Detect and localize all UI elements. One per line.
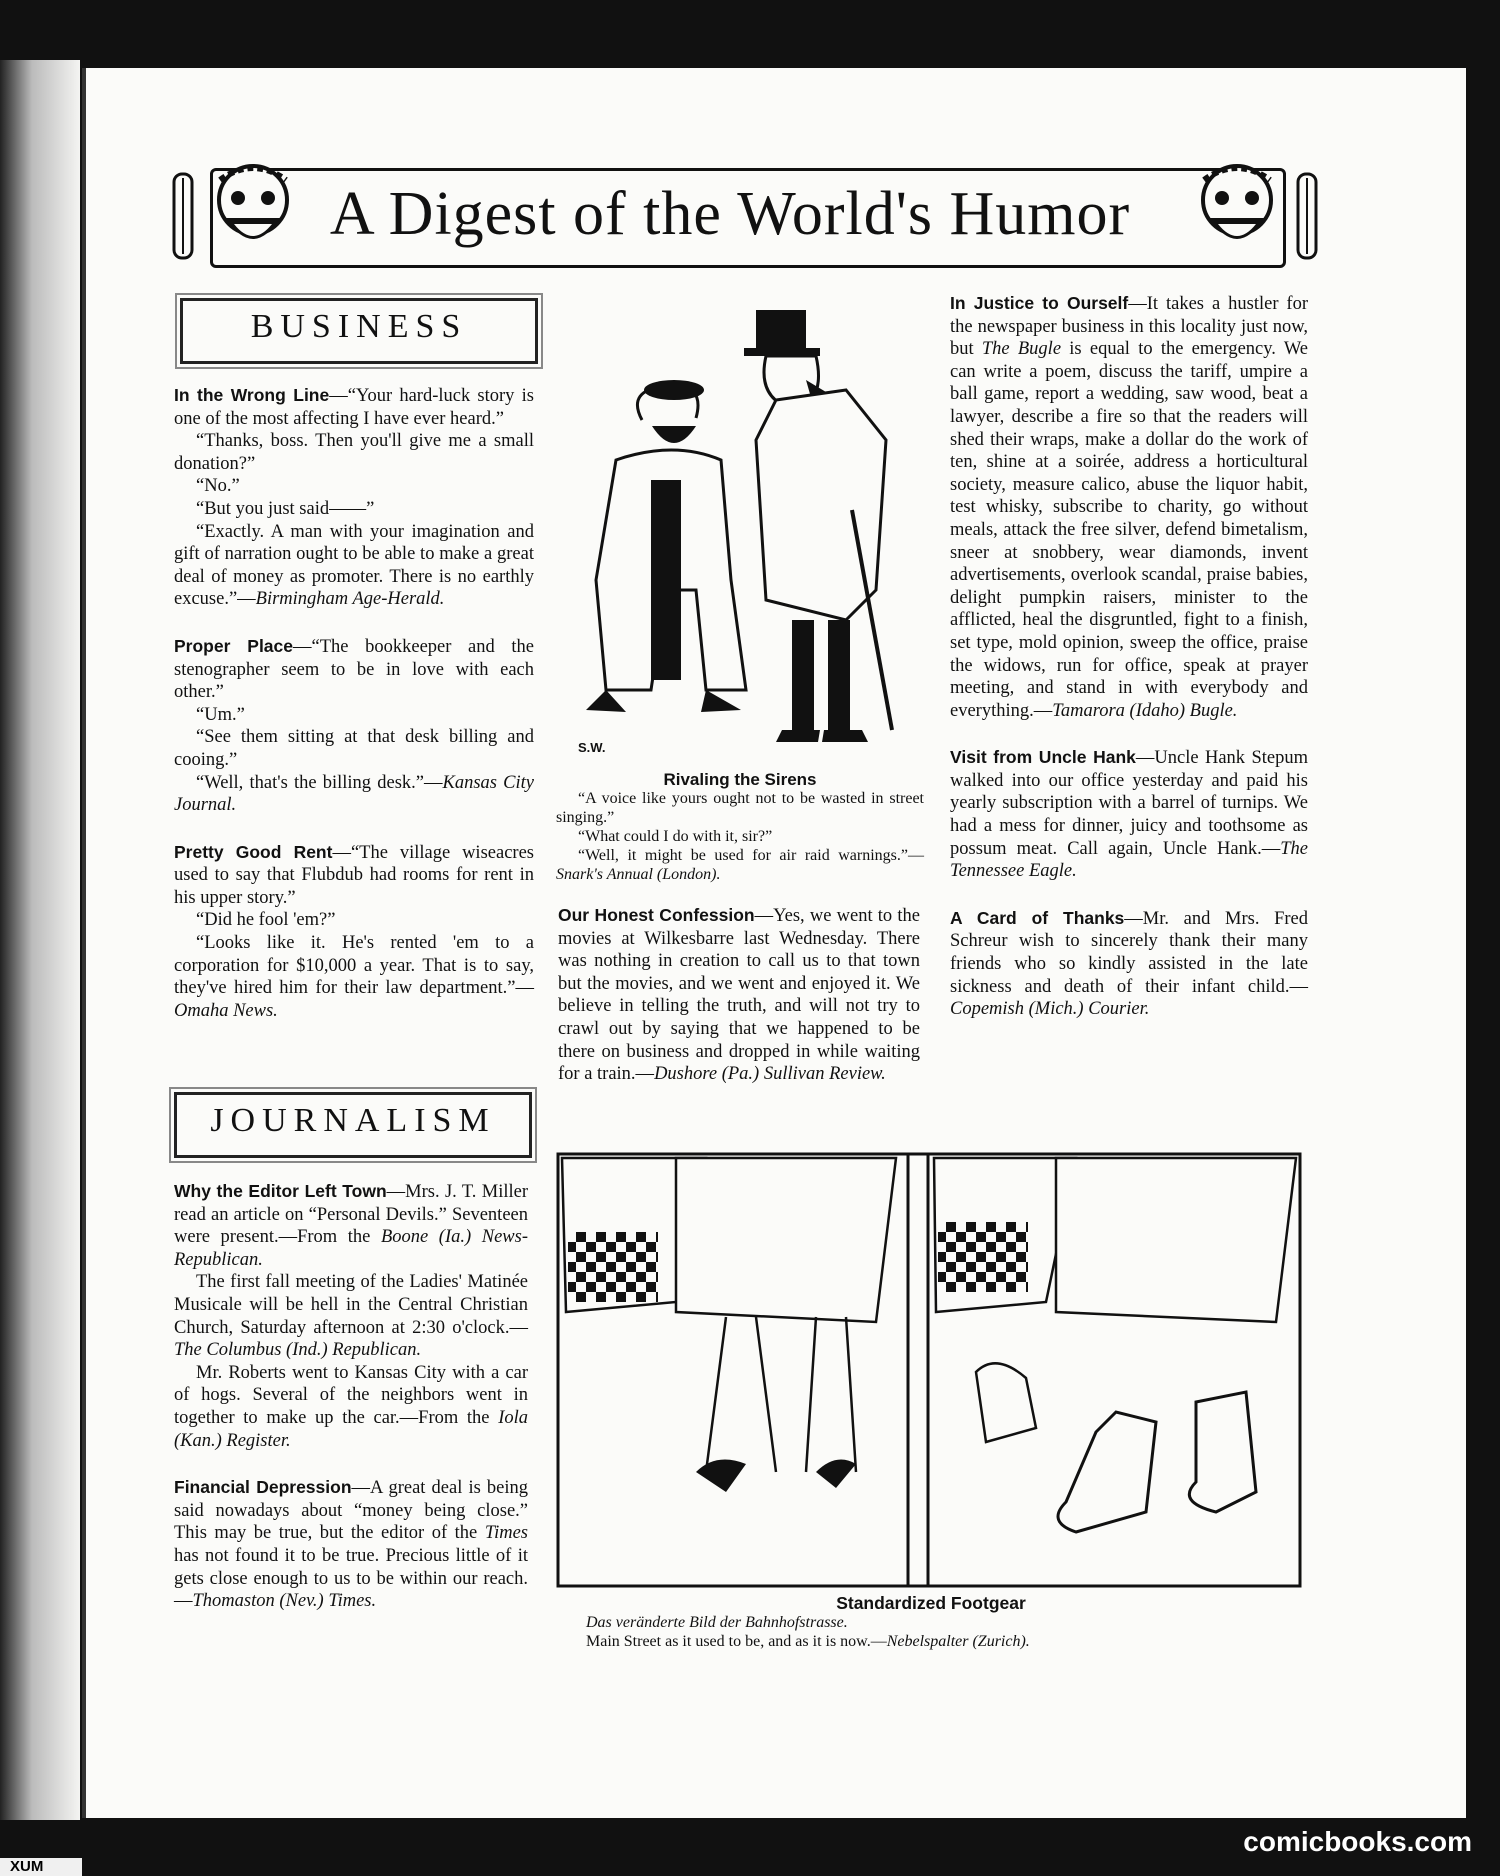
sirens-caption: [556, 770, 924, 884]
article-heading: Pretty Good Rent: [174, 841, 333, 862]
article-wrong-line: In the Wrong Line—“Your hard-luck story is one of the most affecting I have ever heard.”: [174, 385, 534, 429]
source-credit: Dushore (Pa.) Sullivan Review.: [654, 1064, 886, 1085]
rivaling-sirens-illustration: [556, 290, 936, 760]
caption-title: Standardized Footgear: [836, 1593, 1026, 1613]
article-heading: Visit from Uncle Hank: [950, 747, 1136, 768]
article-honest-confession: Our Honest Confession—Yes, we went to the movies at Wilkesbarre last Wednesday. There was nothing in creation to call us to that town but the movies, and we went and enjoyed it. We believe in telling the truth, and will not try to crawl out by saying that we happened to be there on business and dropped in while waiting for a train.—Dushore (Pa.) Sullivan Review.: [558, 905, 920, 1085]
article-heading: In Justice to Ourself: [950, 293, 1129, 313]
article-in-justice: In Justice to Ourself—It takes a hustler for the newspaper business in this locality just now, but The Bugle is equal to the emergency. We can write a poem, discuss the tariff, umpire a ball game, report a wedding, saw wood, beat a lawyer, describe a fire so that the readers will shed their wraps, make a dollar do the work of ten, shine at a soirée, address a horticultural society, measure calico, abuse the liquor habit, test whisky, subscribe to charity, go without meals, attack the free silver, defend bimetalism, sneer at snobbery, wear diamonds, invent advertisements, overlook scandal, praise babies, delight pumpkin raisers, minister to the afflicted, heal the disgruntled, fight to a finish, set type, mold opinion, sweep the office, praise the widows, run for office, speak at prayer meeting, and stand in with everybody and everything.—Tamarora (Idaho) Bugle.: [950, 293, 1309, 721]
source-credit: Iola (Kan.) Register.: [174, 1407, 529, 1451]
source-credit: The Tennessee Eagle.: [950, 838, 1308, 882]
caption-english: Main Street as it used to be, and as it is now.—Nebelspalter (Zurich).: [586, 1633, 1030, 1650]
scroll-end-right-icon: [1294, 172, 1320, 260]
article-financial-depression: Financial Depression—A great deal is being said nowadays about “money being close.” This may be true, but the editor of the Times has not found it to be true. Precious little of it gets close enough to us to be within our reach.—Thomaston (Nev.) Times.: [174, 1477, 529, 1612]
paragraph: “Thanks, boss. Then you'll give me a small donation?”: [174, 431, 534, 474]
caption-german: Das veränderte Bild der Bahnhofstrasse.: [586, 1614, 848, 1631]
paragraph: Mr. Roberts went to Kansas City with a car of hogs. Several of the neighbors went in together to make up the car.—From the Iola (Kan.) Register.: [174, 1362, 529, 1451]
comedy-mask-icon: [1182, 160, 1292, 270]
paragraph: “See them sitting at that desk billing and cooing.”: [174, 727, 534, 770]
scroll-end-left-icon: [170, 172, 196, 260]
article-heading: A Card of Thanks: [950, 907, 1125, 928]
caption-line: “A voice like yours ought not to be wasted in street singing.”: [556, 790, 924, 826]
source-credit: Birmingham Age-Herald.: [255, 589, 445, 610]
article-pretty-good-rent: Pretty Good Rent—“The village wiseacres used to say that Flubdub had rooms for rent in his upper story.”: [174, 841, 534, 908]
source-credit: The Columbus (Ind.) Republican.: [174, 1340, 422, 1361]
source-credit: Tamarora (Idaho) Bugle.: [1052, 700, 1238, 721]
article-heading: Proper Place: [174, 635, 294, 656]
section-heading-business: BUSINESS: [180, 298, 538, 364]
source-credit: Kansas City Journal.: [174, 772, 534, 816]
source-credit: Copemish (Mich.) Courier.: [950, 999, 1150, 1020]
paragraph: “Did he fool 'em?”: [196, 910, 336, 931]
footgear-caption: [586, 1594, 1276, 1651]
article-uncle-hank: Visit from Uncle Hank—Uncle Hank Stepum walked into our office yesterday and paid his yearly subscription with a barrel of turnips. We had a mess for dinner, juicy and toothsome as possum meat. Call again, Uncle Hank.—The Tennessee Eagle.: [950, 747, 1308, 882]
source-credit: Nebelspalter (Zurich).: [886, 1633, 1030, 1650]
paragraph: “Well, that's the billing desk.”—Kansas City Journal.: [174, 772, 534, 816]
paragraph: “No.”: [196, 476, 240, 497]
journalism-column: [174, 1180, 528, 1613]
page-tag: XUM: [0, 1858, 82, 1876]
article-heading: In the Wrong Line: [174, 385, 330, 405]
article-heading: Why the Editor Left Town: [174, 1181, 387, 1201]
section-heading-journalism: JOURNALISM: [174, 1092, 532, 1158]
right-column: [950, 292, 1308, 1021]
business-column: [174, 384, 534, 1022]
source-credit: Snark's Annual (London).: [556, 866, 721, 883]
article-proper-place: Proper Place—“The bookkeeper and the stenographer seem to be in love with each other.”: [174, 635, 534, 703]
site-watermark: comicbooks.com: [1243, 1826, 1472, 1857]
middle-column: [558, 904, 920, 1086]
artist-signature: S.W.: [578, 740, 606, 755]
article-heading: Our Honest Confession: [558, 905, 755, 925]
article-card-of-thanks: A Card of Thanks—Mr. and Mrs. Fred Schreur wish to sincerely thank their many friends who so kindly assisted in the late sickness and death of their infant child.—Copemish (Mich.) Courier.: [950, 907, 1308, 1020]
caption-title: Rivaling the Sirens: [663, 770, 817, 789]
caption-line: “Well, it might be used for air raid warnings.”—Snark's Annual (London).: [556, 847, 924, 883]
source-credit: Boone (Ia.) News-Republican.: [174, 1227, 528, 1270]
paragraph: “But you just said——”: [196, 498, 375, 519]
header-banner: [170, 160, 1320, 268]
paragraph: “Looks like it. He's rented 'em to a corporation for $10,000 a year. That is to say, they've hired him for their law department.”—Omaha News.: [174, 933, 534, 1021]
comedy-mask-icon: [198, 160, 308, 270]
paragraph: “Um.”: [196, 704, 245, 725]
standardized-footgear-illustration: [556, 1152, 1302, 1588]
caption-line: “What could I do with it, sir?”: [578, 828, 773, 845]
article-why-editor-left: Why the Editor Left Town—Mrs. J. T. Miller read an article on “Personal Devils.” Seventeen were present.—From the Boone (Ia.) News-Republican.: [174, 1181, 528, 1270]
paragraph: The first fall meeting of the Ladies' Matinée Musicale will be hell in the Central Christian Church, Saturday afternoon at 2:30 o'clock.—The Columbus (Ind.) Republican.: [174, 1272, 528, 1361]
page-title: A Digest of the World's Humor: [329, 180, 1131, 248]
paragraph: “Exactly. A man with your imagination and gift of narration ought to be able to make a great deal of money as promoter. There is no earthly excuse.”—Birmingham Age-Herald.: [174, 521, 534, 610]
source-credit: Omaha News.: [174, 1000, 278, 1021]
page-left-edge-shadow: [0, 60, 80, 1820]
article-heading: Financial Depression: [174, 1477, 352, 1498]
source-credit: Thomaston (Nev.) Times.: [192, 1591, 377, 1612]
